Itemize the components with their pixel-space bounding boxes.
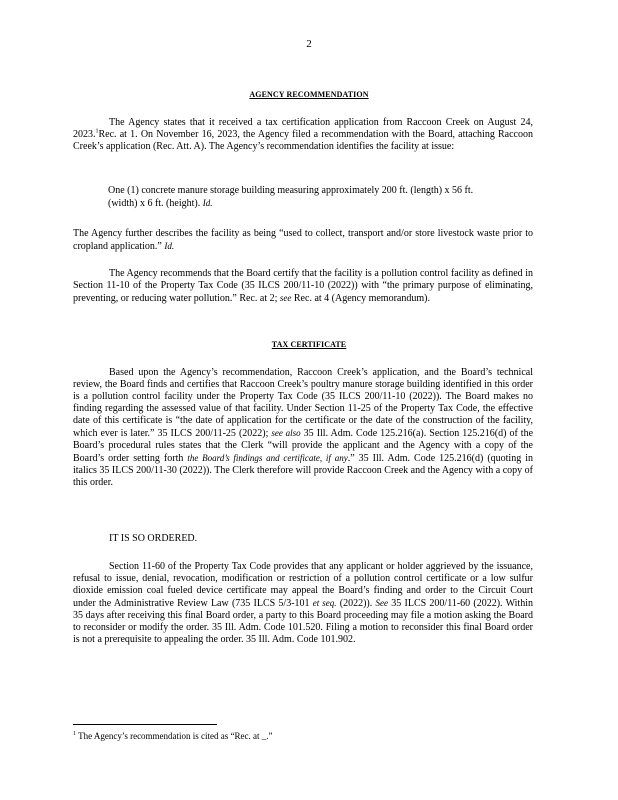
section-heading-tax-certificate: TAX CERTIFICATE xyxy=(271,340,347,349)
page-number: 2 xyxy=(306,38,312,50)
tax-certificate-paragraph-2: Section 11-60 of the Property Tax Code provides that any applicant or holder aggrieved by the issuance, refusal to issue, denial, revocation, modification or restriction of a pollution control certificate or a low sulfur dioxide emission coal fueled device certificate may appeal the Board’s finding and order to the Circuit Court under the Administrative Review Law (735 ILCS 5/3-101 et seq. (2022)). See 35 ILCS 200/11-60 (2022). Within 35 days after receiving this final Board order, a party to this Board proceeding may file a motion asking the Board to reconsider or modify the order. 35 Ill. Adm. Code 101.520. Filing a motion to reconsider this final Board order is not a prerequisite to appealing the order. 35 Ill. Adm. Code 101.902. xyxy=(73,561,533,645)
agency-recommendation-paragraph-2: The Agency further describes the facility as being “used to collect, transport and/or store livestock waste prior to cropland application.” Id. xyxy=(73,228,533,252)
footnote-separator xyxy=(73,724,217,725)
footnote-marker: 1 xyxy=(73,731,76,737)
footnote: $^1$ The Agency’s recommendation is cited as “Rec. at _.” xyxy=(73,731,273,741)
agency-recommendation-paragraph-1: The Agency states that it received a tax certification application from Raccoon Creek on August 24, 2023.$^1$Rec. at 1. On November 16, 2023, the Agency filed a recommendation with the Board, attaching Raccoon Creek’s application (Rec. Att. A). The Agency’s recommendation identifies the facility at issue: xyxy=(73,117,533,152)
facility-block-quote: One (1) concrete manure storage building measuring approximately 200 ft. (length) x 56 ft. (width) x 6 ft. (height). Id. xyxy=(108,185,474,209)
section-heading-agency-recommendation: AGENCY RECOMMENDATION xyxy=(249,90,369,99)
agency-recommendation-paragraph-3: The Agency recommends that the Board certify that the facility is a pollution control facility as defined in Section 11-10 of the Property Tax Code (35 ILCS 200/11-10 (2022)) with “the primary purpose of eliminating, preventing, or reducing water pollution.” Rec. at 2; see Rec. at 4 (Agency memorandum). xyxy=(73,268,533,304)
tax-certificate-paragraph-1: Based upon the Agency’s recommendation, Raccoon Creek’s application, and the Board’s technical review, the Board finds and certifies that Raccoon Creek’s poultry manure storage building identified in this order is a pollution control facility under the Property Tax Code (35 ILCS 200/11-10 (2022)). The Board makes no finding regarding the assessed value of that facility. Under Section 11-25 of the Property Tax Code, the effective date of this certificate is “the date of application for the certificate or the date of the construction of the facility, which ever is later.” 35 ILCS 200/11-25 (2022); see also 35 Ill. Adm. Code 125.216(a). Section 125.216(d) of the Board’s procedural rules states that the Clerk “will provide the applicant and the Agency with a copy of the Board’s order setting forth the Board’s findings and certificate, if any.” 35 Ill. Adm. Code 125.216(d) (quoting in italics 35 ILCS 200/11-30 (2022)). The Clerk therefore will provide Raccoon Creek and the Agency with a copy of this order. xyxy=(73,367,534,488)
it-is-so-ordered: IT IS SO ORDERED. xyxy=(109,533,198,544)
footnote-reference: 1 xyxy=(95,128,99,135)
